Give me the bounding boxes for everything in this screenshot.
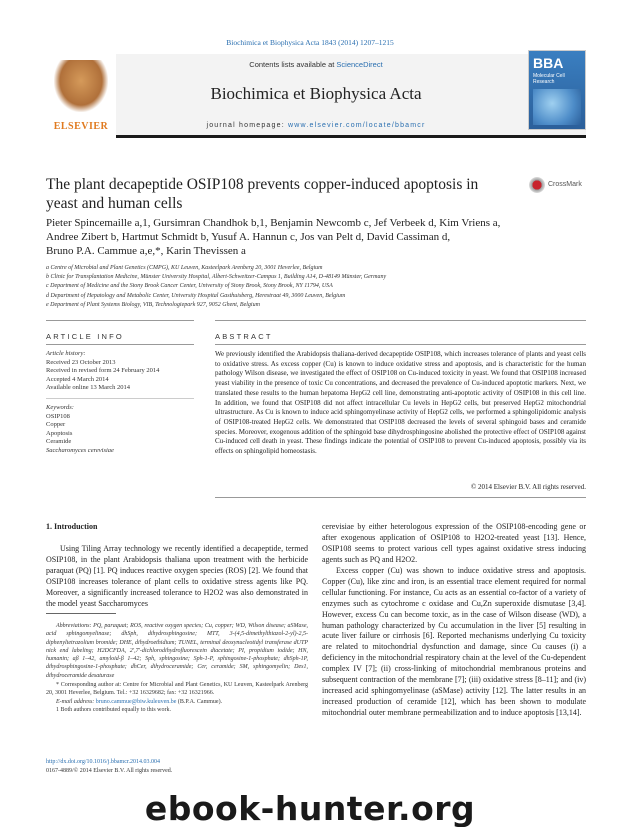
- history-item: Received in revised form 24 February 2014: [46, 367, 160, 375]
- homepage-link[interactable]: www.elsevier.com/locate/bbamcr: [287, 122, 426, 129]
- crossmark-badge[interactable]: [529, 177, 589, 195]
- journal-masthead: [46, 54, 586, 138]
- abstract-heading: ABSTRACT: [215, 332, 273, 341]
- divider: [46, 320, 194, 321]
- cover-image: [533, 89, 581, 125]
- journal-cover[interactable]: [528, 50, 586, 130]
- intro-paragraph: Excess copper (Cu) was shown to induce oxidative stress and apoptosis. Copper (Cu), like zinc and iron, is an essential trace element required for normal cellular functioning. For instance, Cu acts as an essential co-factor of a variety of enzymes such as cytochrome c oxidase and Cu,Zn superoxide dismutase [3,4]. However, excess Cu can become toxic, as in the case of Wilson disease (WD), a human pathology characterized by Cu accumulation in the liver [5] resulting in acute liver failure or cirrhosis [6]. Reported mechanisms underlying Cu toxicity are related to mitochondrial dysfunction and damage, since Cu causes (i) a deficiency in the mitochondrial respiratory chain at the level of the Cu-dependent complex IV [7]; (ii) cross-linking of mitochondrial membranous proteins and subsequent contraction of the membrane [7]; (iii) oxidative stress [8–11]; and (iv) increased acid sphingomyelinase (aSMase) activity [12]. The latter results in an increased production of ceramide [12], which has been shown to modulate mitochondrial outer membrane permeabilization and to induce apoptosis [13,14].: [322, 566, 586, 717]
- divider: [46, 398, 194, 399]
- divider: [215, 497, 586, 498]
- affiliation: e Department of Plant Systems Biology, VIB, Technologiepark 927, 9052 Ghent, Belgium: [46, 301, 260, 308]
- keyword: Ceramide: [46, 438, 72, 446]
- journal-title: Biochimica et Biophysica Acta: [210, 84, 422, 103]
- article-history: [46, 350, 194, 393]
- divider: [215, 344, 586, 345]
- contents-prefix: Contents lists available at: [249, 60, 337, 69]
- doi-link[interactable]: http://dx.doi.org/10.1016/j.bbamcr.2014.03.004: [46, 759, 161, 765]
- author-list: [46, 216, 586, 258]
- cover-title: BBA: [533, 55, 564, 71]
- email-link[interactable]: bruno.cammue@biw.kuleuven.be: [95, 698, 177, 705]
- affiliation: c Department of Medicine and the Stony Brook Cancer Center, University of Stony Brook, Stony Brook, NY 11794, USA: [46, 283, 333, 290]
- affiliation: b Clinic for Transplantation Medicine, Münster University Hospital, Albert-Schweitzer-Campus 1, Building A14, D-48149 Münster, Germany: [46, 274, 387, 281]
- journal-reference[interactable]: Biochimica et Biophysica Acta 1843 (2014) 1207–1215: [226, 38, 394, 47]
- author-line: Bruno P.A. Cammue a,e,*, Karin Thevissen a: [46, 245, 246, 257]
- abstract-copyright: © 2014 Elsevier B.V. All rights reserved.: [470, 483, 586, 491]
- issn-rights: 0167-4889/© 2014 Elsevier B.V. All rights reserved.: [46, 767, 173, 774]
- divider: [215, 320, 586, 321]
- elsevier-logo: [46, 54, 116, 138]
- elsevier-tree-icon: [54, 60, 108, 112]
- intro-paragraph: cerevisiae by either heterologous expression of the OSIP108-encoding gene or after exogenous application of OSIP108 to H2O2-treated yeast [13]. Hence, OSIP108 seems to protect various cell types against oxidative stress inducing agents such as PQ and H2O2.: [322, 522, 586, 564]
- intro-paragraph: Using Tiling Array technology we recently identified a decapeptide, termed OSIP108, in the plant Arabidopsis thaliana upon treatment with the herbicide paraquat (PQ) [1]. PQ induces reactive oxygen species (ROS) [2]. We found that OSIP108 increases tolerance of plant cells to oxidative stress agents like PQ. Moreover, a significantly increased tolerance to H2O2 was also demonstrated in the model yeast Saccharomyces: [46, 544, 308, 608]
- cover-subtitle: Molecular Cell Research: [533, 73, 565, 85]
- article-info-heading: ARTICLE INFO: [46, 332, 124, 341]
- keywords: [46, 404, 194, 456]
- corresponding-author: * Corresponding author at: Centre for Microbial and Plant Genetics, KU Leuven, Kasteelpark Arenberg 20, 3001 Heverlee, Belgium. Tel.: +32 16329682; fax: +32 16321966.: [46, 682, 308, 697]
- keywords-label: Keywords:: [46, 404, 74, 411]
- affiliation: a Centre of Microbial and Plant Genetics (CMPG), KU Leuven, Kasteelpark Arenberg 20, 3001 Heverlee, Belgium: [46, 265, 323, 271]
- crossmark-icon: [529, 177, 545, 193]
- abstract-text: We previously identified the Arabidopsis thaliana-derived decapeptide OSIP108, which increases tolerance of plants and yeast cells to oxidative stress. As excess copper (Cu) is known to induce oxidative stress and apoptosis, and is characteristic for the human pathology Wilson disease, we investigated the effect of OSIP108 on Cu-induced toxicity in yeast. We found that OSIP108 increased yeast viability in the presence of toxic Cu concentrations, and decreased the prevalence of Cu-induced apoptotic markers. Next, we translated these results to the human hepatoma HepG2 cell line, demonstrating anti-apoptotic activity of OSIP108 in this cell line. In addition, we found that OSIP108 did not affect intracellular Cu levels in HepG2 cells, but preserved HepG2 mitochondrial ultrastructure. As Cu is known to induce acid sphingomyelinase activity of HepG2 cells, we performed a sphingolipidomic analysis of OSIP108-treated HepG2 cells. We demonstrated that OSIP108 decreased the levels of several sphingoid bases and ceramide species. Moreover, exogenous addition of the sphingoid base dihydrosphingosine abolished the protective effect of OSIP108 against Cu-induced cell death in yeast. These findings indicate the potential of OSIP108 to prevent Cu-induced apoptosis, possibly via its effects on sphingolipid homeostasis.: [215, 350, 586, 456]
- footnotes: [46, 622, 308, 714]
- email-label: E-mail address:: [56, 698, 96, 705]
- author-line: Andree Zibert b, Hartmut Schmidt b, Yusuf A. Hannun c, Jos van Pelt d, David Cassiman d,: [46, 231, 451, 243]
- history-item: Available online 13 March 2014: [46, 384, 130, 392]
- article-title: The plant decapeptide OSIP108 prevents copper-induced apoptosis in yeast and human cells: [46, 176, 479, 212]
- homepage-prefix: journal homepage:: [206, 122, 288, 129]
- sciencedirect-link[interactable]: ScienceDirect: [336, 60, 383, 69]
- divider: [46, 344, 194, 345]
- watermark: ebook-hunter.org: [144, 789, 476, 827]
- keyword: Apoptosis: [46, 429, 73, 437]
- affiliation-list: [46, 264, 586, 310]
- footnote-divider: [46, 613, 116, 614]
- crossmark-label: CrossMark: [548, 181, 582, 188]
- history-item: Accepted 4 March 2014: [46, 375, 109, 383]
- equal-contribution-note: 1 Both authors contributed equally to this work.: [56, 706, 171, 713]
- contents-line: [116, 60, 516, 69]
- history-label: Article history:: [46, 350, 86, 357]
- keyword: Saccharomyces cerevisiae: [46, 446, 114, 454]
- email-suffix: (B.P.A. Cammue).: [176, 698, 223, 705]
- journal-homepage: [116, 122, 516, 129]
- doi-block: [46, 758, 172, 775]
- author-line: Pieter Spincemaille a,1, Gursimran Chandhok b,1, Benjamin Newcomb c, Jef Verbeek d, Kim Vriens a,: [46, 217, 501, 229]
- keyword: OSIP108: [46, 412, 70, 420]
- abbreviations: Abbreviations: PQ, paraquat; ROS, reactive oxygen species; Cu, copper; WD, Wilson disease; aSMase, acid sphingomyelinase; dhSph, dihydrosphingosine; MTT, 3-(4,5-dimethylthiazol-2-yl)-2,5-diphenyltetrazolium bromide; DHE, dihydroethidium; TUNEL, terminal deoxynucleotidyl transferase dUTP nick end labeling; H2DCFDA, 2′,7′-dichlorodihydrofluorescein diacetate; PI, propidium iodide; HN, humanin; aβ 1–42, amyloid-β 1–42; Sph, sphingosine; Sph-1-P, sphingosine-1-phosphate; dhSph-1P, dihydrosphingosine-1-phosphate; dhCer, dihydroceramide; Cer, ceramide; SM, sphingomyelin; Des1, dihydroceramide desaturase: [46, 623, 308, 679]
- email-line: [46, 698, 308, 706]
- section-heading: 1. Introduction: [46, 522, 98, 531]
- affiliation: d Department of Hepatology and Metabolic Center, University Hospital Gasthuisberg, Herestraat 49, 3000 Leuven, Belgium: [46, 292, 346, 299]
- publisher-name: ELSEVIER: [53, 121, 109, 132]
- history-item: Received 23 October 2013: [46, 358, 116, 366]
- keyword: Copper: [46, 421, 66, 429]
